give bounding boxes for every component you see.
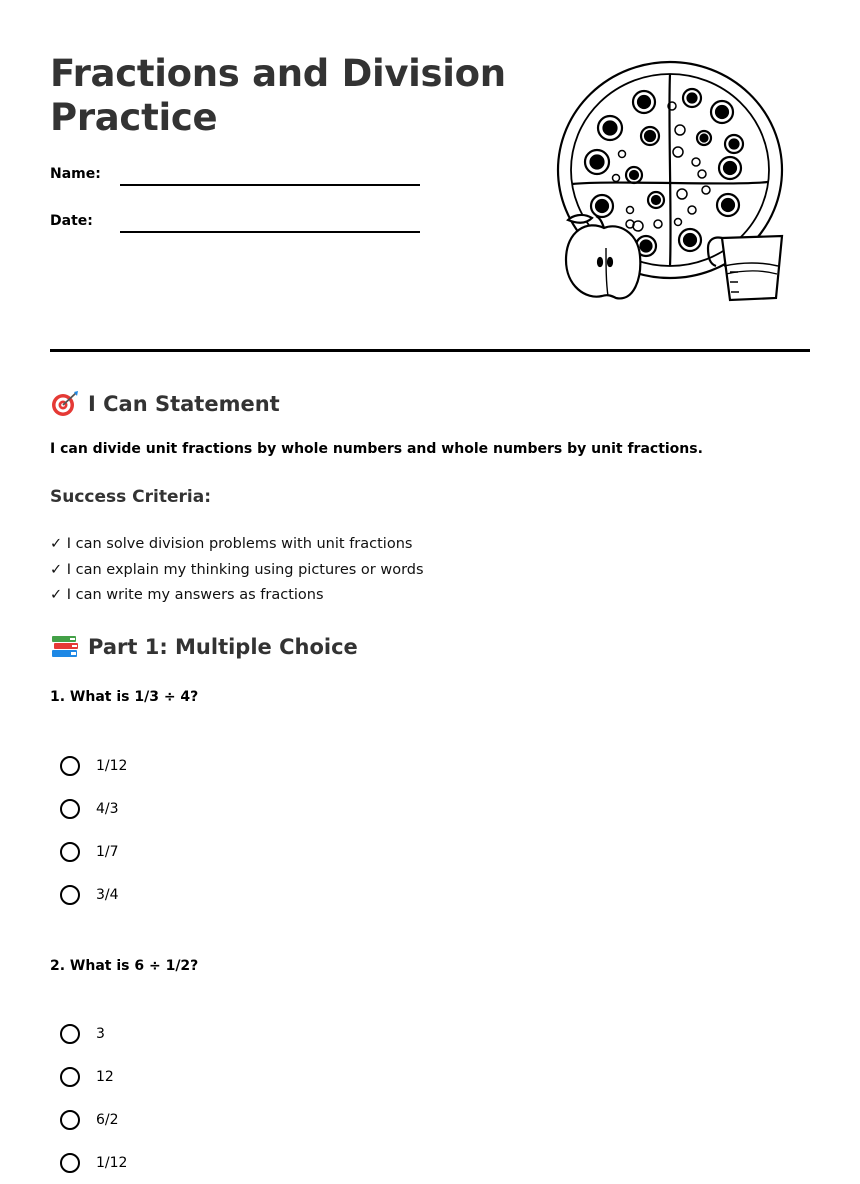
success-criteria-list xyxy=(50,532,424,609)
radio-button[interactable] xyxy=(60,1110,80,1130)
date-input-line[interactable] xyxy=(120,231,420,233)
option[interactable] xyxy=(60,830,127,873)
radio-button[interactable] xyxy=(60,842,80,862)
success-criteria-heading: Success Criteria: xyxy=(50,487,212,507)
question-2-options xyxy=(60,1012,127,1184)
i-can-statement: I can divide unit fractions by whole numbers and whole numbers by unit fractions. xyxy=(50,441,703,457)
option-label: 6/2 xyxy=(96,1111,119,1128)
i-can-heading-text: I Can Statement xyxy=(88,392,280,416)
radio-button[interactable] xyxy=(60,1024,80,1044)
option[interactable] xyxy=(60,1141,127,1184)
option-label: 1/12 xyxy=(96,1154,128,1171)
radio-button[interactable] xyxy=(60,885,80,905)
radio-button[interactable] xyxy=(60,799,80,819)
option[interactable] xyxy=(60,1012,127,1055)
books-icon xyxy=(50,633,80,661)
radio-button[interactable] xyxy=(60,1153,80,1173)
option[interactable] xyxy=(60,1055,127,1098)
question-2: 2. What is 6 ÷ 1/2? xyxy=(50,958,199,974)
option-label: 4/3 xyxy=(96,800,119,817)
option-label: 12 xyxy=(96,1068,114,1085)
option[interactable] xyxy=(60,744,127,787)
criteria-item: ✓ I can solve division problems with unit fractions xyxy=(50,536,413,552)
option[interactable] xyxy=(60,787,127,830)
date-label: Date: xyxy=(50,213,93,229)
i-can-heading xyxy=(50,390,280,418)
radio-button[interactable] xyxy=(60,1067,80,1087)
option-label: 1/12 xyxy=(96,757,128,774)
radio-button[interactable] xyxy=(60,756,80,776)
target-icon xyxy=(50,390,80,418)
option-label: 1/7 xyxy=(96,843,119,860)
option-label: 3 xyxy=(96,1025,105,1042)
part1-heading-text: Part 1: Multiple Choice xyxy=(88,635,358,659)
question-1: 1. What is 1/3 ÷ 4? xyxy=(50,689,199,705)
name-label: Name: xyxy=(50,166,101,182)
header-divider xyxy=(50,349,810,352)
part1-heading xyxy=(50,633,358,661)
name-input-line[interactable] xyxy=(120,184,420,186)
option-label: 3/4 xyxy=(96,886,119,903)
pizza-apple-cup-illustration xyxy=(552,60,788,304)
question-1-options xyxy=(60,744,127,916)
page-title: Fractions and Division Practice xyxy=(50,52,506,139)
criteria-item: ✓ I can write my answers as fractions xyxy=(50,587,324,603)
option[interactable] xyxy=(60,1098,127,1141)
criteria-item: ✓ I can explain my thinking using pictures or words xyxy=(50,561,424,578)
option[interactable] xyxy=(60,873,127,916)
